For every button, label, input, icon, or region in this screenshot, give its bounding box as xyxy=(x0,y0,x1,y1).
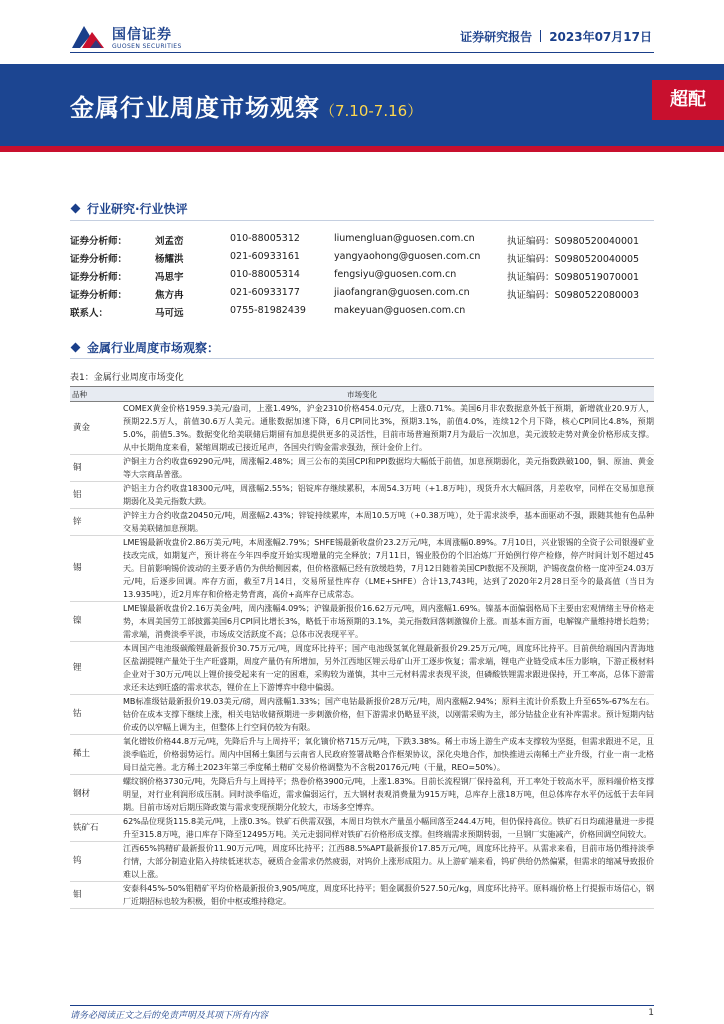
analyst-phone: 010-88005312 xyxy=(230,233,300,244)
metal-name: 锡 xyxy=(73,563,82,573)
market-change-text: 沪铜主力合约收盘69290元/吨，周涨幅2.48%；周三公布的美国CPI和PPI数据均大幅低于前值，加息预期弱化，美元指数跌破100，铜、原油、黄金等大宗商品普涨。 xyxy=(123,457,654,479)
report-date-range: （7.10-7.16） xyxy=(320,102,423,120)
report-title-text: 金属行业周度市场观察 xyxy=(70,94,320,122)
header-separator xyxy=(540,30,541,42)
analyst-row xyxy=(70,287,660,305)
metal-name: 铁矿石 xyxy=(73,822,99,833)
metal-name: 钢材 xyxy=(73,789,91,799)
table-row xyxy=(70,642,654,695)
analyst-role: 证券分析师： xyxy=(70,254,128,265)
analyst-license: 执证编码：S0980520040001 xyxy=(507,236,640,247)
analyst-role: 证券分析师： xyxy=(70,272,128,283)
market-change-text: 氧化镨钕价格44.8万元/吨，先降后升与上周持平；氧化镝价格715万元/吨，下跌3.38%。稀土市场上游生产成本支撑较为坚挺，但需求跟进不足，且淡季临近，价格弱势运行。周内中国稀土集团与云南省人民政府签署战略合作框架协议，深化央地合作，加快推进云南稀土产业升级，行业一南一北格局日益完善。北方稀土2023年第三季度稀土精矿交易价格调整为不含税20176元/吨（干量，REO=50%）。 xyxy=(123,737,654,772)
disclaimer-note: 请务必阅读正文之后的免责声明及其项下所有内容 xyxy=(70,1011,269,1021)
company-logo xyxy=(70,22,200,56)
table-row xyxy=(70,882,654,909)
analyst-email[interactable]: yangyaohong@guosen.com.cn xyxy=(334,251,481,262)
market-change-text: 62%品位现货115.8美元/吨，上涨0.3%。铁矿石供需双强，本周日均铁水产量虽小幅回落至244.4万吨，但仍保持高位。铁矿石日均疏港量进一步提升至315.8万吨，港口库存下降至12495万吨。关元走弱同样对铁矿石价格形成支撑。但终端需求预期转弱，一旦钢厂实施减产，价格回调空间较大。 xyxy=(123,817,654,839)
footer-divider xyxy=(70,1005,654,1006)
metal-name: 镍 xyxy=(73,616,82,626)
page-number: 1 xyxy=(648,1008,654,1018)
analyst-list xyxy=(70,233,660,323)
section-divider xyxy=(70,358,654,359)
contact-role: 联系人： xyxy=(70,308,109,319)
header-change: 市场变化 xyxy=(347,390,377,399)
analyst-name: 杨耀洪 xyxy=(155,254,184,265)
table-row xyxy=(70,695,654,735)
analyst-email[interactable]: liumengluan@guosen.com.cn xyxy=(334,233,475,244)
diamond-bullet-icon xyxy=(71,204,81,214)
banner-stripe xyxy=(0,146,724,152)
market-change-text: COMEX黄金价格1959.3美元/盎司，上涨1.49%，沪金2310价格454.0元/克，上涨0.71%。美国6月非农数据意外低于预期，新增就业20.9万人，预期22.5万人，前值30.6万人美元。通胀数据加速下降，6月CPI同比3%，预期3.1%，前值4.0%，连续12个月下降，核心CPI同比4.8%，预期5.0%，前值5.3%。数据变化给美联储后期留有加息提供更多的灵活性，目前市场普遍预期7月为最后一次加息，美元波较走势对黄金价格形成支撑。从中长期角度来看，紧缩周期或已接近尾声，各国央行购金需求强劲，预计金价上行。 xyxy=(123,404,654,452)
table-row xyxy=(70,602,654,642)
metal-name: 钨 xyxy=(73,856,82,866)
contact-email[interactable]: makeyuan@guosen.com.cn xyxy=(334,305,466,316)
guosen-logo-icon xyxy=(70,22,106,52)
market-change-text: LME锡最新收盘价2.86万美元/吨，本周涨幅2.79%；SHFE锡最新收盘价23.2万元/吨，本周涨幅0.89%。7月10日，兴业银锡的全资子公司银漫矿业技改完成，如期复产，预计将在今年四季度开始实现增量的完全释放；7月11日，锡业股份的个旧冶炼厂开始例行停产检修，停产时间计划不超过45天。目前影响锡价波动的主要矛盾仍为供给侧因素，但价格涨幅已经有放缓趋势，7月12日随着美国CPI数据不及预期，沪锡夜盘价格一度冲至24.03万元/吨，后逐步回调。库存方面，截至7月14日，交易所显性库存（LME+SHFE）合计13,743吨，达到了2020年2月28日至今的最高值（当日为13.935吨），近2月库存和价格走势背离，高价+高库存已成常态。 xyxy=(123,538,654,599)
analyst-phone: 021-60933177 xyxy=(230,287,300,298)
contact-phone: 0755-81982439 xyxy=(230,305,306,316)
metal-name: 铜 xyxy=(73,462,82,473)
market-change-text: 螺纹钢价格3730元/吨，先降后升与上周持平；热卷价格3900元/吨，上涨1.83%。目前长流程钢厂保持盈利，开工率处于较高水平，原料端价格支撑明显，对行业利润形成压制。同时淡季临近，需求偏弱运行，五大钢材表观消费量为915万吨，总库存上涨18万吨，但总体库存水平仍远低于去年同期。目前市场对后期压降政策与需求变现预期分化较大，市场多空博弈。 xyxy=(123,777,654,812)
metal-name: 钼 xyxy=(73,889,82,900)
analyst-license: 执证编码：S0980520040005 xyxy=(507,254,640,265)
contact-row xyxy=(70,305,660,323)
metal-name: 钴 xyxy=(73,709,82,719)
metal-name: 锌 xyxy=(73,516,82,527)
table-row xyxy=(70,775,654,815)
table-caption: 表1：金属行业周度市场变化 xyxy=(70,373,184,383)
table-row xyxy=(70,815,654,842)
table-row xyxy=(70,402,654,455)
metal-name: 黄金 xyxy=(73,422,91,433)
diamond-bullet-icon xyxy=(71,343,81,353)
section-heading-market xyxy=(70,339,219,356)
analyst-license: 执证编码：S0980522080003 xyxy=(507,290,640,301)
table-row xyxy=(70,482,654,509)
metal-name: 稀土 xyxy=(73,749,91,759)
market-change-table xyxy=(70,386,654,909)
report-title xyxy=(70,88,422,123)
section-heading-category xyxy=(70,200,188,217)
analyst-row xyxy=(70,233,660,251)
rating-badge: 超配 xyxy=(652,80,724,120)
logo-chinese-name: 国信证券 xyxy=(112,27,172,43)
analyst-phone: 021-60933161 xyxy=(230,251,300,262)
section-divider xyxy=(70,220,654,221)
market-change-text: LME镍最新收盘价2.16万美金/吨，周内涨幅4.09%；沪镍最新报价16.62万元/吨，周内涨幅1.69%。镍基本面偏弱格局下主要由宏观情绪主导价格走势，本周美国劳工部披露美国6月CPI同比增长3%，略低于市场预期的3.1%，美元指数回落刺激镍价上涨。而基本面方面，电解镍产量维持增长趋势；需求端，消费淡季平淡，市场成交活跃度不高；总体市况表现平平。 xyxy=(123,604,654,639)
header-item: 品种 xyxy=(72,390,87,399)
market-change-text: 本周国产电池级碳酸锂最新报价30.75万元/吨，周度环比持平；国产电池级氢氧化锂最新报价29.25万元/吨，周度环比持平。目前供给端国内青海地区盐湖提锂产量处于生产旺盛期，周度产量仍有所增加，另外江西地区锂云母矿山开工逐步恢复；需求端，锂电产业链受成本压力影响，下游正极材料企业对于30万元/吨以上锂价接受起来有一定的困难，采购较为谨慎，其中三元材料需求表现平淡，但磷酸铁锂需求跟进保持，开工率高，总体下游需求还未达到旺盛的需求状态，锂价在上下游博弈中稳中偏弱。 xyxy=(123,644,654,692)
market-change-text: 沪铝主力合约收盘18300元/吨，周涨幅2.55%；铝锭库存继续累积，本周54.3万吨（+1.8万吨），现货升水大幅回落，月差收窄，同样在交易加息预期弱化及美元指数大跌。 xyxy=(123,484,654,506)
metal-name: 铝 xyxy=(73,489,82,500)
analyst-role: 证券分析师： xyxy=(70,290,128,301)
section-title: 金属行业周度市场观察： xyxy=(87,341,220,355)
market-change-text: 江西65%钨精矿最新报价11.90万元/吨，周度环比持平；江西88.5%APT最新报价17.85万元/吨，周度环比持平。从需求来看，目前市场仍维持淡季行情，大部分制造业陷入持续低迷状态，硬质合金需求仍然疲弱，对钨价上涨形成阻力。从上游矿端来看，钨矿供给仍然偏紧，但需求的缩减导致报价难以上涨。 xyxy=(123,844,654,879)
table-row xyxy=(70,536,654,602)
analyst-name: 冯思宇 xyxy=(155,272,184,283)
report-meta xyxy=(460,28,652,45)
table-row xyxy=(70,455,654,482)
analyst-row xyxy=(70,251,660,269)
report-type: 证券研究报告 xyxy=(460,30,533,44)
market-change-text: MB标准级钴最新报价19.03美元/磅，周内涨幅1.33%；国产电钴最新报价28万元/吨，周内涨幅2.94%；原料主流计价系数上升至65%-67%左右。钴价在成本支撑下继续上涨，相关电钴收储预期进一步刺激价格，但下游需求仍略显平淡，以刚需采购为主，部分钴盐企业有补库需求。预计短期内钴价或仍以窄幅上调为主，但整体上行空间仍较为有限。 xyxy=(123,697,654,732)
table-body xyxy=(70,402,654,909)
contact-name: 马可远 xyxy=(155,308,184,319)
analyst-name: 刘孟峦 xyxy=(155,236,184,247)
analyst-phone: 010-88005314 xyxy=(230,269,300,280)
analyst-email[interactable]: fengsiyu@guosen.com.cn xyxy=(334,269,457,280)
table-row xyxy=(70,842,654,882)
market-change-text: 安泰科45%-50%钼精矿平均价格最新报价3,905/吨度，周度环比持平；钼金属报价527.50元/kg，周度环比持平。原料端价格上行提振市场信心，钢厂近期招标也较为积极，钼价中枢或维持稳定。 xyxy=(123,884,654,906)
table-row xyxy=(70,735,654,775)
section-title: 行业研究·行业快评 xyxy=(87,202,188,216)
analyst-row xyxy=(70,269,660,287)
metal-name: 锂 xyxy=(73,662,82,673)
report-date: 2023年07月17日 xyxy=(549,30,652,44)
analyst-license: 执证编码：S0980519070001 xyxy=(507,272,640,283)
analyst-name: 焦方冉 xyxy=(155,290,184,301)
analyst-role: 证券分析师： xyxy=(70,236,128,247)
table-row xyxy=(70,509,654,536)
table-header xyxy=(70,386,654,402)
analyst-email[interactable]: jiaofangran@guosen.com.cn xyxy=(334,287,470,298)
market-change-text: 沪锌主力合约收盘20450元/吨，周涨幅2.43%；锌锭持续累库，本周10.5万吨（+0.38万吨），处于需求淡季，基本面驱动不强，跟随其他有色品种交易美联储加息预期。 xyxy=(123,511,654,533)
logo-english-name: GUOSEN SECURITIES xyxy=(112,43,182,50)
header-divider xyxy=(70,52,654,53)
